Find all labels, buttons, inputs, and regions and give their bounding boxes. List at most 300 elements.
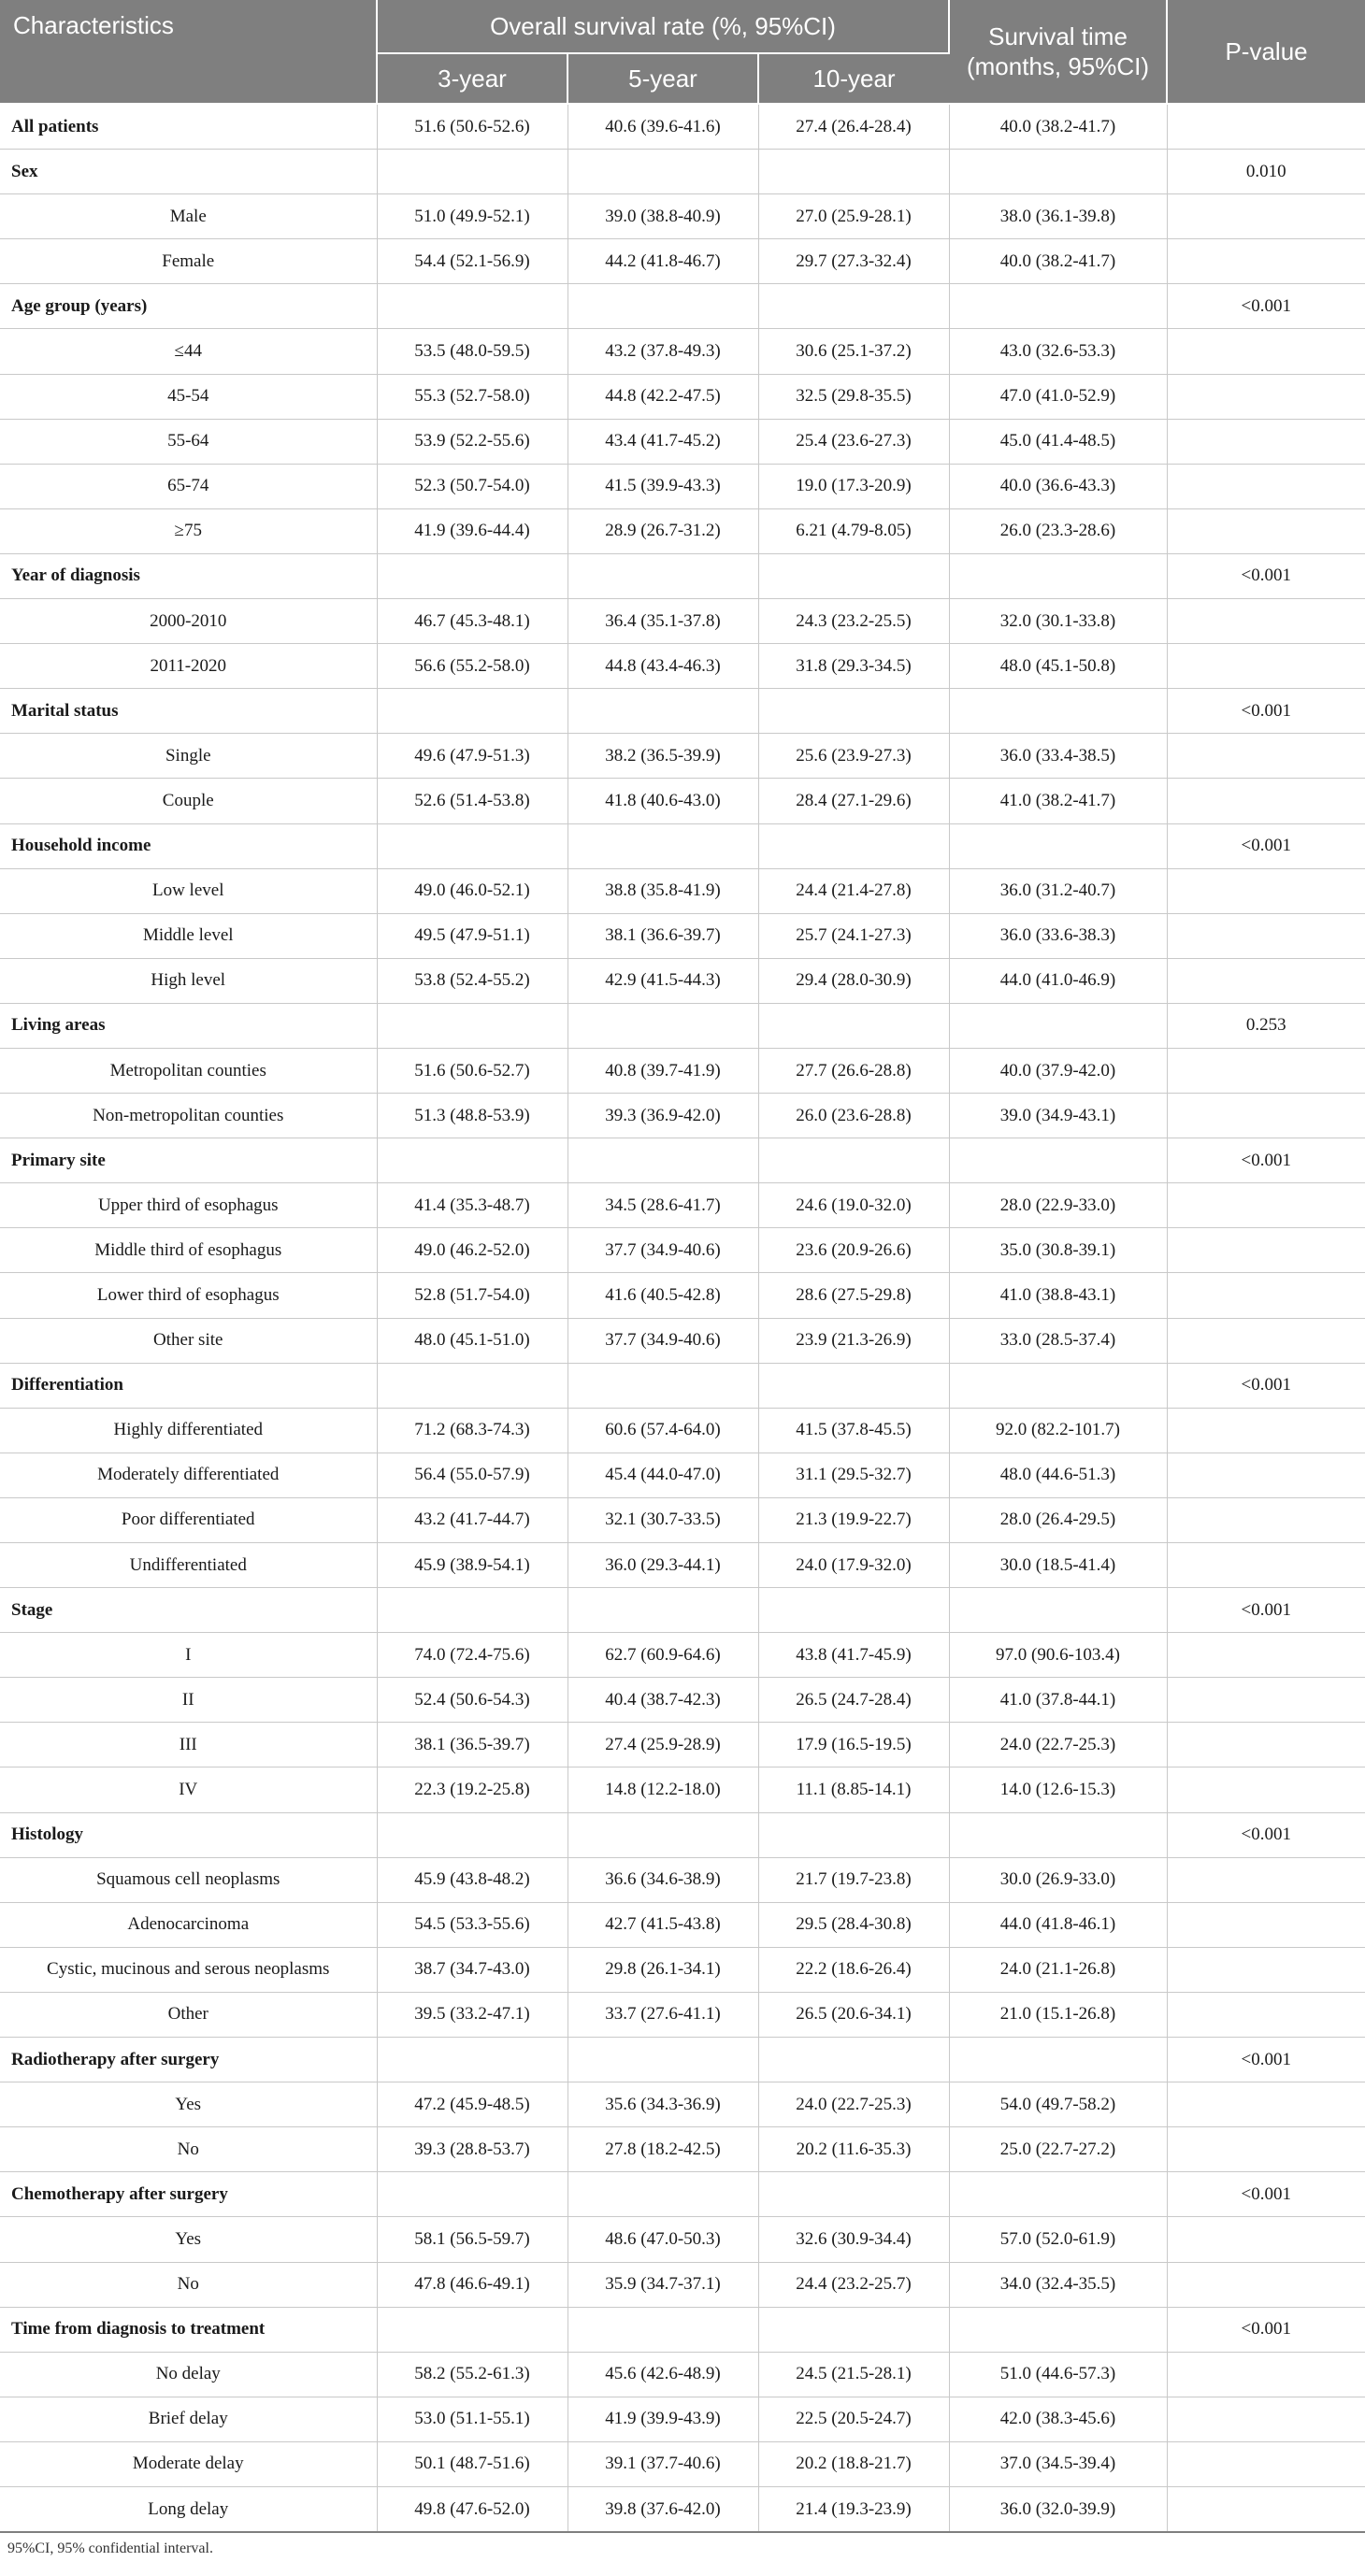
cell-p-value: <0.001	[1167, 284, 1365, 329]
cell-3-year: 50.1 (48.7-51.6)	[377, 2441, 568, 2486]
table-row-group	[0, 1138, 1365, 1183]
cell-characteristic: Middle level	[0, 913, 377, 958]
cell-survival-time: 40.0 (38.2-41.7)	[949, 239, 1167, 284]
cell-characteristic: 45-54	[0, 374, 377, 419]
cell-3-year: 56.4 (55.0-57.9)	[377, 1453, 568, 1497]
cell-p-value	[1167, 104, 1365, 150]
cell-survival-time	[949, 553, 1167, 598]
cell-p-value	[1167, 868, 1365, 913]
cell-survival-time: 36.0 (33.4-38.5)	[949, 734, 1167, 779]
cell-survival-time: 40.0 (36.6-43.3)	[949, 464, 1167, 508]
cell-5-year: 39.0 (38.8-40.9)	[568, 194, 758, 239]
table-row	[0, 913, 1365, 958]
cell-3-year: 52.6 (51.4-53.8)	[377, 779, 568, 823]
cell-p-value	[1167, 1453, 1365, 1497]
cell-5-year: 38.2 (36.5-39.9)	[568, 734, 758, 779]
cell-10-year: 28.6 (27.5-29.8)	[758, 1273, 949, 1318]
cell-p-value	[1167, 958, 1365, 1003]
cell-characteristic: III	[0, 1723, 377, 1767]
table-row	[0, 419, 1365, 464]
cell-10-year: 22.5 (20.5-24.7)	[758, 2397, 949, 2441]
cell-p-value	[1167, 1947, 1365, 1992]
cell-10-year	[758, 823, 949, 868]
cell-p-value	[1167, 2082, 1365, 2127]
cell-10-year: 43.8 (41.7-45.9)	[758, 1633, 949, 1678]
cell-characteristic: Yes	[0, 2082, 377, 2127]
cell-p-value: <0.001	[1167, 1138, 1365, 1183]
cell-5-year	[568, 1003, 758, 1048]
cell-5-year: 38.8 (35.8-41.9)	[568, 868, 758, 913]
cell-3-year	[377, 1363, 568, 1408]
table-row	[0, 2127, 1365, 2172]
cell-10-year: 26.0 (23.6-28.8)	[758, 1094, 949, 1138]
cell-3-year	[377, 2038, 568, 2082]
header-survival-time	[949, 0, 1167, 104]
table-row	[0, 2352, 1365, 2397]
cell-5-year	[568, 689, 758, 734]
cell-characteristic: 2011-2020	[0, 644, 377, 689]
cell-characteristic: Age group (years)	[0, 284, 377, 329]
cell-3-year: 52.3 (50.7-54.0)	[377, 464, 568, 508]
cell-3-year: 45.9 (38.9-54.1)	[377, 1543, 568, 1588]
cell-5-year: 40.4 (38.7-42.3)	[568, 1678, 758, 1723]
cell-5-year: 44.8 (43.4-46.3)	[568, 644, 758, 689]
cell-characteristic: ≥75	[0, 508, 377, 553]
cell-10-year: 30.6 (25.1-37.2)	[758, 329, 949, 374]
cell-10-year: 28.4 (27.1-29.6)	[758, 779, 949, 823]
cell-3-year: 47.2 (45.9-48.5)	[377, 2082, 568, 2127]
cell-10-year: 19.0 (17.3-20.9)	[758, 464, 949, 508]
cell-characteristic: Couple	[0, 779, 377, 823]
cell-5-year: 43.4 (41.7-45.2)	[568, 419, 758, 464]
table-row-group	[0, 1588, 1365, 1633]
cell-survival-time: 47.0 (41.0-52.9)	[949, 374, 1167, 419]
cell-5-year	[568, 553, 758, 598]
cell-characteristic: Living areas	[0, 1003, 377, 1048]
cell-5-year: 37.7 (34.9-40.6)	[568, 1228, 758, 1273]
cell-p-value	[1167, 1678, 1365, 1723]
cell-3-year: 47.8 (46.6-49.1)	[377, 2262, 568, 2307]
cell-5-year: 33.7 (27.6-41.1)	[568, 1992, 758, 2037]
cell-p-value	[1167, 1228, 1365, 1273]
cell-10-year	[758, 1003, 949, 1048]
cell-10-year	[758, 1588, 949, 1633]
cell-survival-time: 54.0 (49.7-58.2)	[949, 2082, 1167, 2127]
cell-10-year: 21.4 (19.3-23.9)	[758, 2486, 949, 2532]
cell-p-value	[1167, 644, 1365, 689]
table-row	[0, 599, 1365, 644]
cell-5-year: 37.7 (34.9-40.6)	[568, 1318, 758, 1363]
table-row	[0, 1273, 1365, 1318]
cell-survival-time: 32.0 (30.1-33.8)	[949, 599, 1167, 644]
cell-3-year	[377, 2172, 568, 2217]
cell-survival-time: 28.0 (26.4-29.5)	[949, 1497, 1167, 1542]
cell-3-year: 22.3 (19.2-25.8)	[377, 1767, 568, 1812]
cell-p-value	[1167, 464, 1365, 508]
cell-characteristic: Single	[0, 734, 377, 779]
cell-3-year: 55.3 (52.7-58.0)	[377, 374, 568, 419]
cell-10-year	[758, 1812, 949, 1857]
cell-3-year: 45.9 (43.8-48.2)	[377, 1857, 568, 1902]
table-row-group	[0, 1812, 1365, 1857]
cell-10-year: 6.21 (4.79-8.05)	[758, 508, 949, 553]
cell-survival-time: 28.0 (22.9-33.0)	[949, 1183, 1167, 1228]
cell-characteristic: Moderately differentiated	[0, 1453, 377, 1497]
table-row	[0, 2217, 1365, 2262]
cell-10-year: 20.2 (18.8-21.7)	[758, 2441, 949, 2486]
cell-survival-time: 24.0 (22.7-25.3)	[949, 1723, 1167, 1767]
table-row	[0, 1767, 1365, 1812]
cell-survival-time	[949, 689, 1167, 734]
table-body	[0, 104, 1365, 2532]
table-row	[0, 464, 1365, 508]
cell-characteristic: Low level	[0, 868, 377, 913]
table-row	[0, 329, 1365, 374]
table-row	[0, 374, 1365, 419]
cell-p-value	[1167, 2397, 1365, 2441]
cell-10-year: 24.0 (22.7-25.3)	[758, 2082, 949, 2127]
cell-5-year: 35.9 (34.7-37.1)	[568, 2262, 758, 2307]
cell-p-value	[1167, 913, 1365, 958]
cell-p-value: 0.253	[1167, 1003, 1365, 1048]
cell-3-year: 51.0 (49.9-52.1)	[377, 194, 568, 239]
cell-survival-time: 30.0 (26.9-33.0)	[949, 1857, 1167, 1902]
cell-3-year: 52.8 (51.7-54.0)	[377, 1273, 568, 1318]
table-row-group	[0, 823, 1365, 868]
cell-10-year: 27.0 (25.9-28.1)	[758, 194, 949, 239]
cell-5-year: 41.8 (40.6-43.0)	[568, 779, 758, 823]
cell-10-year: 24.6 (19.0-32.0)	[758, 1183, 949, 1228]
cell-characteristic: Time from diagnosis to treatment	[0, 2307, 377, 2352]
table-row-group	[0, 689, 1365, 734]
cell-characteristic: Household income	[0, 823, 377, 868]
cell-3-year: 74.0 (72.4-75.6)	[377, 1633, 568, 1678]
header-p-value: P-value	[1167, 0, 1365, 104]
cell-10-year: 24.4 (21.4-27.8)	[758, 868, 949, 913]
cell-10-year: 29.5 (28.4-30.8)	[758, 1902, 949, 1947]
cell-p-value: <0.001	[1167, 1363, 1365, 1408]
cell-10-year: 21.3 (19.9-22.7)	[758, 1497, 949, 1542]
cell-characteristic: Radiotherapy after surgery	[0, 2038, 377, 2082]
cell-p-value	[1167, 2217, 1365, 2262]
cell-5-year: 48.6 (47.0-50.3)	[568, 2217, 758, 2262]
table-row-group	[0, 553, 1365, 598]
table-row	[0, 1318, 1365, 1363]
cell-3-year: 56.6 (55.2-58.0)	[377, 644, 568, 689]
cell-5-year: 28.9 (26.7-31.2)	[568, 508, 758, 553]
cell-survival-time: 35.0 (30.8-39.1)	[949, 1228, 1167, 1273]
cell-p-value	[1167, 239, 1365, 284]
table-row-group	[0, 2307, 1365, 2352]
cell-p-value	[1167, 1048, 1365, 1093]
cell-3-year: 38.1 (36.5-39.7)	[377, 1723, 568, 1767]
cell-survival-time: 41.0 (37.8-44.1)	[949, 1678, 1167, 1723]
cell-3-year: 46.7 (45.3-48.1)	[377, 599, 568, 644]
cell-characteristic: Squamous cell neoplasms	[0, 1857, 377, 1902]
table-row	[0, 2397, 1365, 2441]
cell-3-year	[377, 284, 568, 329]
cell-3-year	[377, 553, 568, 598]
cell-survival-time: 44.0 (41.0-46.9)	[949, 958, 1167, 1003]
cell-characteristic: Sex	[0, 150, 377, 194]
cell-characteristic: Cystic, mucinous and serous neoplasms	[0, 1947, 377, 1992]
cell-characteristic: Lower third of esophagus	[0, 1273, 377, 1318]
cell-10-year: 24.0 (17.9-32.0)	[758, 1543, 949, 1588]
cell-3-year: 52.4 (50.6-54.3)	[377, 1678, 568, 1723]
cell-10-year: 29.4 (28.0-30.9)	[758, 958, 949, 1003]
cell-5-year	[568, 823, 758, 868]
cell-10-year: 27.7 (26.6-28.8)	[758, 1048, 949, 1093]
cell-p-value: <0.001	[1167, 2038, 1365, 2082]
cell-10-year: 23.6 (20.9-26.6)	[758, 1228, 949, 1273]
cell-10-year: 25.7 (24.1-27.3)	[758, 913, 949, 958]
header-characteristics: Characteristics	[0, 0, 377, 104]
cell-5-year: 39.1 (37.7-40.6)	[568, 2441, 758, 2486]
table-row	[0, 1947, 1365, 1992]
cell-characteristic: Differentiation	[0, 1363, 377, 1408]
cell-10-year	[758, 1138, 949, 1183]
cell-survival-time: 41.0 (38.2-41.7)	[949, 779, 1167, 823]
cell-5-year	[568, 1588, 758, 1633]
cell-10-year: 17.9 (16.5-19.5)	[758, 1723, 949, 1767]
cell-characteristic: Marital status	[0, 689, 377, 734]
cell-characteristic: Other	[0, 1992, 377, 2037]
cell-survival-time: 41.0 (38.8-43.1)	[949, 1273, 1167, 1318]
cell-p-value	[1167, 1633, 1365, 1678]
cell-characteristic: Long delay	[0, 2486, 377, 2532]
table-row	[0, 2441, 1365, 2486]
cell-p-value	[1167, 1543, 1365, 1588]
cell-p-value	[1167, 374, 1365, 419]
cell-5-year: 14.8 (12.2-18.0)	[568, 1767, 758, 1812]
table-row	[0, 779, 1365, 823]
cell-survival-time: 36.0 (32.0-39.9)	[949, 2486, 1167, 2532]
cell-characteristic: 55-64	[0, 419, 377, 464]
cell-10-year	[758, 2307, 949, 2352]
cell-p-value	[1167, 2441, 1365, 2486]
table-row	[0, 1992, 1365, 2037]
cell-p-value	[1167, 2127, 1365, 2172]
table-row	[0, 1723, 1365, 1767]
cell-p-value	[1167, 1767, 1365, 1812]
cell-5-year: 40.8 (39.7-41.9)	[568, 1048, 758, 1093]
cell-5-year: 29.8 (26.1-34.1)	[568, 1947, 758, 1992]
cell-survival-time: 51.0 (44.6-57.3)	[949, 2352, 1167, 2397]
table-row-group	[0, 284, 1365, 329]
cell-survival-time	[949, 2172, 1167, 2217]
cell-10-year: 24.3 (23.2-25.5)	[758, 599, 949, 644]
cell-10-year: 29.7 (27.3-32.4)	[758, 239, 949, 284]
cell-10-year: 24.4 (23.2-25.7)	[758, 2262, 949, 2307]
cell-characteristic: 2000-2010	[0, 599, 377, 644]
cell-survival-time: 24.0 (21.1-26.8)	[949, 1947, 1167, 1992]
cell-10-year: 32.5 (29.8-35.5)	[758, 374, 949, 419]
cell-5-year: 27.8 (18.2-42.5)	[568, 2127, 758, 2172]
cell-10-year	[758, 284, 949, 329]
cell-5-year	[568, 2307, 758, 2352]
table-row	[0, 1678, 1365, 1723]
cell-3-year: 49.8 (47.6-52.0)	[377, 2486, 568, 2532]
cell-5-year: 39.3 (36.9-42.0)	[568, 1094, 758, 1138]
cell-survival-time: 48.0 (44.6-51.3)	[949, 1453, 1167, 1497]
cell-characteristic: Undifferentiated	[0, 1543, 377, 1588]
cell-10-year: 31.1 (29.5-32.7)	[758, 1453, 949, 1497]
cell-characteristic: Highly differentiated	[0, 1408, 377, 1453]
cell-characteristic: Primary site	[0, 1138, 377, 1183]
table-row-group	[0, 1363, 1365, 1408]
cell-survival-time: 42.0 (38.3-45.6)	[949, 2397, 1167, 2441]
table-row	[0, 734, 1365, 779]
cell-5-year: 45.4 (44.0-47.0)	[568, 1453, 758, 1497]
table-row	[0, 1183, 1365, 1228]
cell-10-year: 41.5 (37.8-45.5)	[758, 1408, 949, 1453]
table-row	[0, 1543, 1365, 1588]
cell-3-year: 53.8 (52.4-55.2)	[377, 958, 568, 1003]
cell-10-year	[758, 150, 949, 194]
cell-10-year: 21.7 (19.7-23.8)	[758, 1857, 949, 1902]
cell-p-value	[1167, 1992, 1365, 2037]
cell-p-value	[1167, 1857, 1365, 1902]
cell-3-year: 49.5 (47.9-51.1)	[377, 913, 568, 958]
cell-5-year: 62.7 (60.9-64.6)	[568, 1633, 758, 1678]
cell-characteristic: No delay	[0, 2352, 377, 2397]
cell-5-year: 27.4 (25.9-28.9)	[568, 1723, 758, 1767]
cell-3-year: 38.7 (34.7-43.0)	[377, 1947, 568, 1992]
cell-5-year: 41.9 (39.9-43.9)	[568, 2397, 758, 2441]
table-row	[0, 2262, 1365, 2307]
cell-10-year: 20.2 (11.6-35.3)	[758, 2127, 949, 2172]
cell-5-year: 32.1 (30.7-33.5)	[568, 1497, 758, 1542]
cell-5-year: 42.7 (41.5-43.8)	[568, 1902, 758, 1947]
header-3-year: 3-year	[377, 53, 568, 104]
cell-p-value: 0.010	[1167, 150, 1365, 194]
cell-p-value	[1167, 1273, 1365, 1318]
cell-survival-time	[949, 284, 1167, 329]
cell-10-year: 31.8 (29.3-34.5)	[758, 644, 949, 689]
cell-p-value	[1167, 1094, 1365, 1138]
cell-p-value	[1167, 2262, 1365, 2307]
cell-characteristic: 65-74	[0, 464, 377, 508]
cell-survival-time: 30.0 (18.5-41.4)	[949, 1543, 1167, 1588]
cell-survival-time	[949, 823, 1167, 868]
cell-3-year: 51.3 (48.8-53.9)	[377, 1094, 568, 1138]
cell-3-year: 54.4 (52.1-56.9)	[377, 239, 568, 284]
header-survival-time-line1: Survival time	[988, 22, 1128, 50]
header-10-year: 10-year	[758, 53, 949, 104]
cell-3-year: 51.6 (50.6-52.6)	[377, 104, 568, 150]
cell-5-year	[568, 2172, 758, 2217]
cell-5-year	[568, 1363, 758, 1408]
cell-characteristic: Metropolitan counties	[0, 1048, 377, 1093]
cell-characteristic: Female	[0, 239, 377, 284]
cell-survival-time: 57.0 (52.0-61.9)	[949, 2217, 1167, 2262]
cell-survival-time	[949, 2038, 1167, 2082]
table-row	[0, 508, 1365, 553]
cell-characteristic: Chemotherapy after surgery	[0, 2172, 377, 2217]
cell-p-value	[1167, 2352, 1365, 2397]
cell-5-year	[568, 284, 758, 329]
cell-survival-time: 44.0 (41.8-46.1)	[949, 1902, 1167, 1947]
cell-p-value	[1167, 1408, 1365, 1453]
cell-p-value	[1167, 508, 1365, 553]
cell-characteristic: ≤44	[0, 329, 377, 374]
cell-survival-time: 38.0 (36.1-39.8)	[949, 194, 1167, 239]
table-row	[0, 1453, 1365, 1497]
cell-survival-time	[949, 1138, 1167, 1183]
cell-survival-time: 45.0 (41.4-48.5)	[949, 419, 1167, 464]
cell-characteristic: I	[0, 1633, 377, 1678]
table-row	[0, 1902, 1365, 1947]
table-row	[0, 239, 1365, 284]
cell-10-year: 32.6 (30.9-34.4)	[758, 2217, 949, 2262]
cell-survival-time	[949, 1588, 1167, 1633]
table-row	[0, 1048, 1365, 1093]
cell-p-value	[1167, 1318, 1365, 1363]
cell-survival-time: 40.0 (37.9-42.0)	[949, 1048, 1167, 1093]
cell-characteristic: Brief delay	[0, 2397, 377, 2441]
cell-survival-time: 14.0 (12.6-15.3)	[949, 1767, 1167, 1812]
cell-3-year: 41.4 (35.3-48.7)	[377, 1183, 568, 1228]
cell-5-year: 42.9 (41.5-44.3)	[568, 958, 758, 1003]
cell-10-year	[758, 553, 949, 598]
header-5-year: 5-year	[568, 53, 758, 104]
cell-characteristic: Male	[0, 194, 377, 239]
cell-p-value: <0.001	[1167, 2307, 1365, 2352]
cell-characteristic: Poor differentiated	[0, 1497, 377, 1542]
cell-5-year: 60.6 (57.4-64.0)	[568, 1408, 758, 1453]
cell-p-value: <0.001	[1167, 823, 1365, 868]
cell-characteristic: No	[0, 2262, 377, 2307]
cell-survival-time: 48.0 (45.1-50.8)	[949, 644, 1167, 689]
cell-p-value	[1167, 194, 1365, 239]
cell-p-value	[1167, 1183, 1365, 1228]
cell-p-value	[1167, 329, 1365, 374]
cell-3-year: 51.6 (50.6-52.7)	[377, 1048, 568, 1093]
cell-3-year	[377, 823, 568, 868]
cell-survival-time	[949, 1003, 1167, 1048]
cell-3-year: 53.5 (48.0-59.5)	[377, 329, 568, 374]
cell-p-value	[1167, 779, 1365, 823]
cell-3-year: 58.1 (56.5-59.7)	[377, 2217, 568, 2262]
cell-characteristic: High level	[0, 958, 377, 1003]
table-row	[0, 868, 1365, 913]
cell-3-year: 49.6 (47.9-51.3)	[377, 734, 568, 779]
cell-10-year: 11.1 (8.85-14.1)	[758, 1767, 949, 1812]
table-row	[0, 1497, 1365, 1542]
table-row	[0, 1633, 1365, 1678]
cell-10-year: 24.5 (21.5-28.1)	[758, 2352, 949, 2397]
cell-survival-time: 34.0 (32.4-35.5)	[949, 2262, 1167, 2307]
cell-5-year: 40.6 (39.6-41.6)	[568, 104, 758, 150]
cell-characteristic: Stage	[0, 1588, 377, 1633]
cell-5-year: 41.6 (40.5-42.8)	[568, 1273, 758, 1318]
header-survival-time-line2: (months, 95%CI)	[966, 52, 1150, 80]
cell-survival-time: 25.0 (22.7-27.2)	[949, 2127, 1167, 2172]
cell-3-year: 39.5 (33.2-47.1)	[377, 1992, 568, 2037]
table-row	[0, 1094, 1365, 1138]
cell-survival-time	[949, 1363, 1167, 1408]
cell-3-year: 43.2 (41.7-44.7)	[377, 1497, 568, 1542]
cell-survival-time: 92.0 (82.2-101.7)	[949, 1408, 1167, 1453]
cell-characteristic: Histology	[0, 1812, 377, 1857]
cell-survival-time: 33.0 (28.5-37.4)	[949, 1318, 1167, 1363]
cell-survival-time: 36.0 (31.2-40.7)	[949, 868, 1167, 913]
cell-p-value	[1167, 419, 1365, 464]
cell-survival-time: 37.0 (34.5-39.4)	[949, 2441, 1167, 2486]
cell-survival-time: 36.0 (33.6-38.3)	[949, 913, 1167, 958]
cell-p-value: <0.001	[1167, 2172, 1365, 2217]
cell-characteristic: Adenocarcinoma	[0, 1902, 377, 1947]
